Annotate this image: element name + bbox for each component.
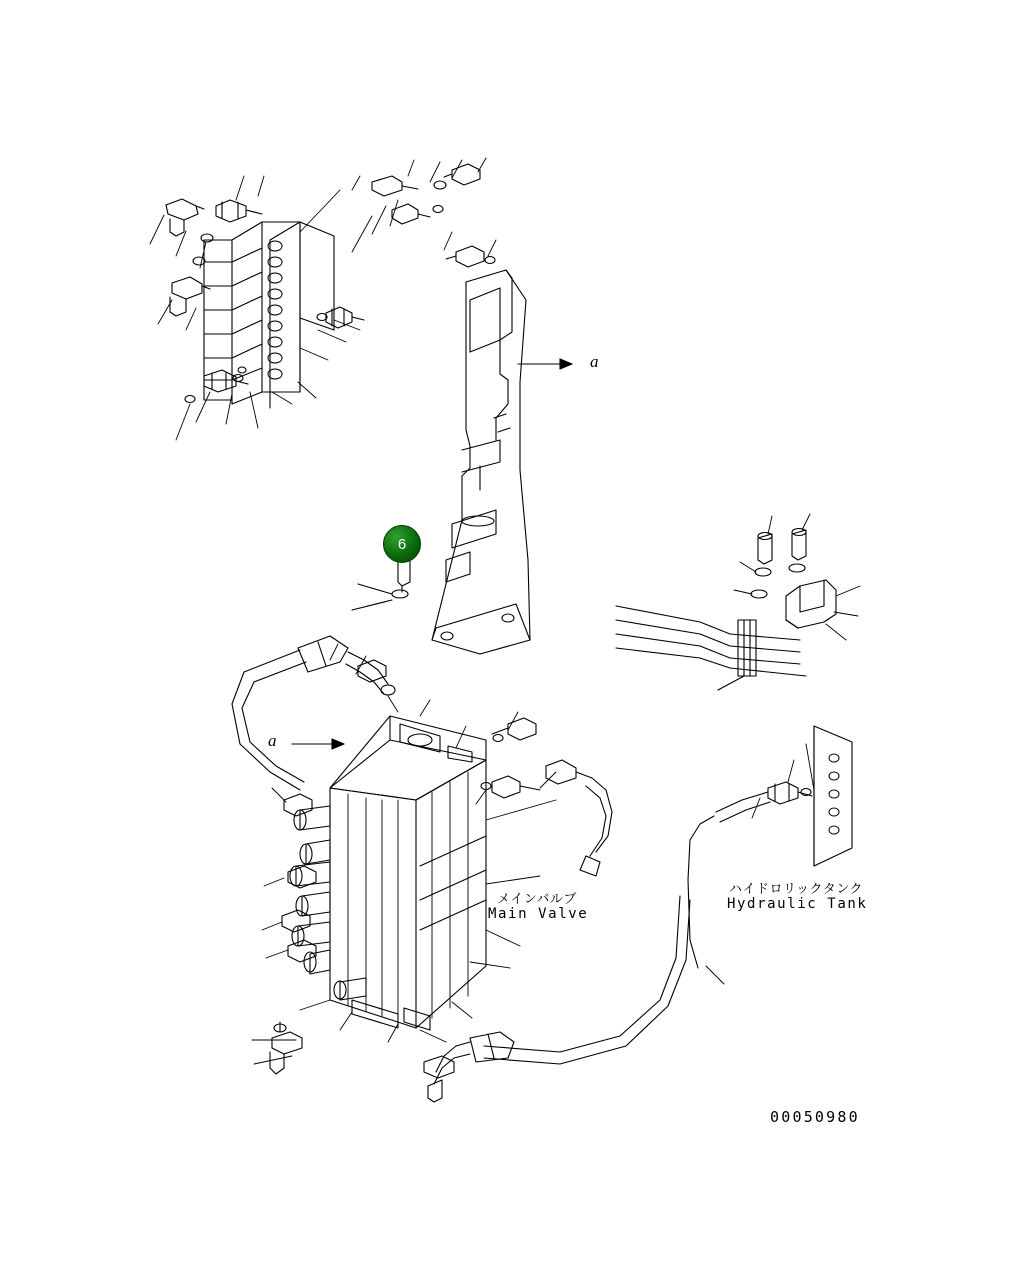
section-callout-a-upper: a xyxy=(590,352,599,371)
callout-arrow-a-lower xyxy=(292,739,344,749)
section-callout-a-lower: a xyxy=(268,731,277,750)
main-valve-label-jp: メインバルブ xyxy=(497,892,577,907)
main-valve-body xyxy=(282,716,486,1030)
leader-lines-lower xyxy=(252,644,556,1064)
lower-hose-run xyxy=(270,896,690,1102)
valve-spools xyxy=(282,794,366,1000)
leader-lines-upper xyxy=(150,158,496,440)
mounting-bracket xyxy=(432,270,530,654)
hydraulic-tank-plate xyxy=(688,726,852,968)
manifold-block xyxy=(204,222,334,408)
hose-clamp-assembly xyxy=(616,529,836,691)
callout-arrow-a-upper xyxy=(518,359,572,369)
leader-lines-tank xyxy=(706,744,814,984)
drawing-number: 00050980 xyxy=(770,1108,860,1126)
hydraulic-tank-label-jp: ハイドロリックタンク xyxy=(729,882,863,897)
main-valve-label-en: Main Valve xyxy=(488,906,589,922)
valve-fittings xyxy=(232,636,612,876)
hydraulic-tank-label-en: Hydraulic Tank xyxy=(727,896,868,912)
balloon-6[interactable]: 6 xyxy=(383,525,421,563)
